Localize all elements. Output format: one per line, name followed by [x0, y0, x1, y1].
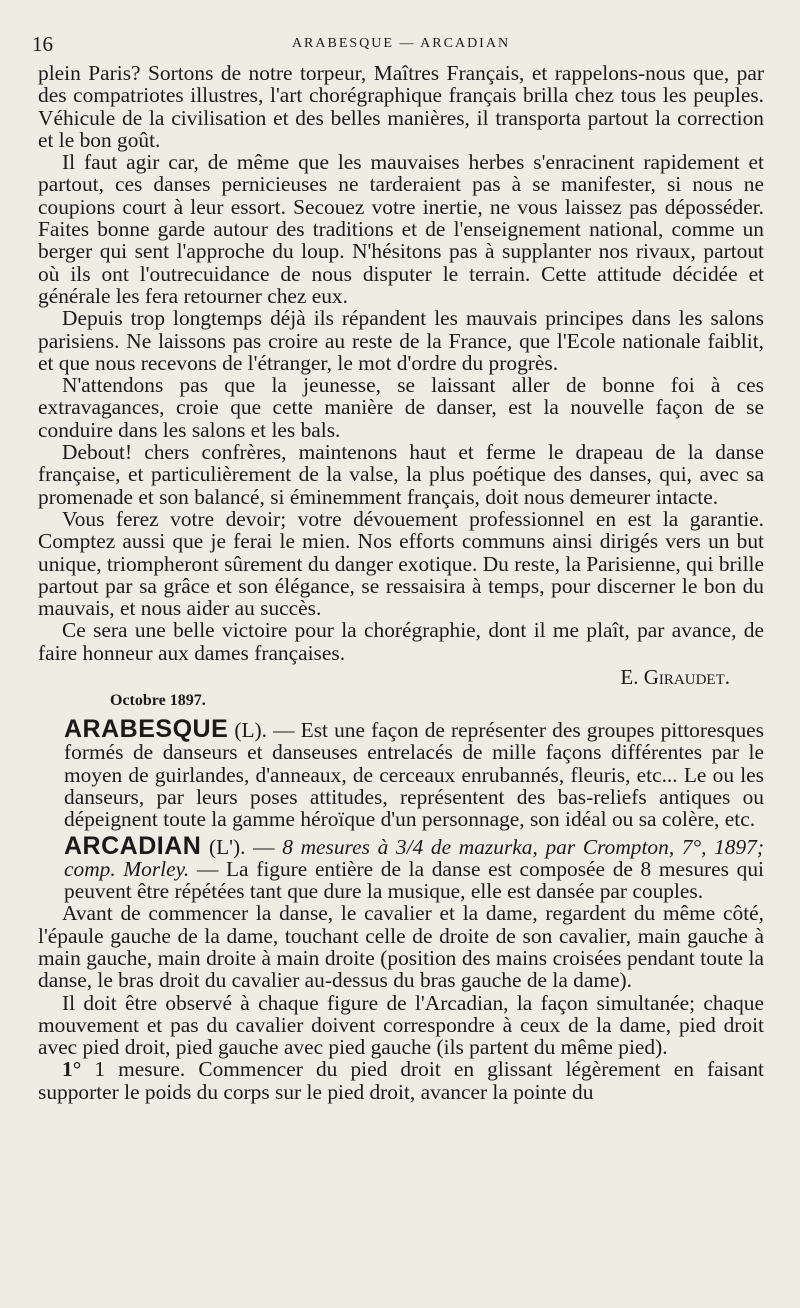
paragraph: N'attendons pas que la jeunesse, se laissant aller de bonne foi à ces extravagances, croie que cette manière de danser, est la nouvelle façon de se conduire dans les salons et les bals.: [38, 373, 764, 442]
entry-text: Est une façon de représenter des groupes pittoresques formés de danseurs et danseuses entrelacés de mille façons différentes par le moyen de guirlandes, d'anneaux, de cerceaux enrubannés, fleuris, etc... Le ou les danseurs, par leurs poses attitudes, représentent des bas-reliefs antiques ou dépeignent toute la gamme héroïque d'un personnage, son idéal ou sa colère, etc.: [64, 718, 764, 832]
entry-headword: ARCADIAN: [64, 831, 202, 860]
entry-headword: ARABESQUE: [64, 715, 229, 744]
paragraph: plein Paris? Sortons de notre torpeur, Maîtres Français, et rappelons-nous que, par des compatriotes illustres, l'art chorégraphique français brilla chez tous les peuples. Véhicule de la civilisation et des belles manières, il transporta partout la correction et le bon goût.: [38, 61, 764, 152]
paragraph: Vous ferez votre devoir; votre dévouement professionnel en est la garantie. Comptez aussi que je ferai le mien. Nos efforts communs ainsi dirigés vers un but unique, triompheront sûrement du danger exotique. Du reste, la Parisienne, qui brille partout par sa grâce et son élégance, se ressaisira à temps, pour discerner le bon du mauvais, et nous aider au succès.: [38, 506, 764, 621]
entry-gender: (L). —: [228, 718, 301, 743]
paragraph: Avant de commencer la danse, le cavalier et la dame, regardent du même côté, l'épaule gauche de la dame, touchant celle de droite de son cavalier, main gauche à main gauche, main droite à main droite (position des mains croisées pendant toute la danse, le bras droit du cavalier au-dessus du bras gauche de la dame).: [38, 901, 764, 993]
paragraph: Il doit être observé à chaque figure de l'Arcadian, la façon simultanée; chaque mouvement et pas du cavalier doivent correspondre à ceux de la dame, pied droit avec pied droit, pied gauche avec pied gauche (ils partent du même pied).: [38, 990, 764, 1060]
paragraph: Ce sera une belle victoire pour la chorégraphie, dont il me plaît, par avance, de faire honneur aux dames françaises.: [38, 618, 764, 665]
entry-arabesque: [38, 715, 764, 832]
paragraph: Debout! chers confrères, maintenons haut et ferme le drapeau de la danse française, et particulièrement de la valse, la plus poétique des danses, qui, avec sa promenade et son balancé, si éminemment français, doit nous demeurer intacte.: [38, 440, 764, 509]
page-number: 16: [32, 32, 53, 56]
entry-text: — La figure entière de la danse est composée de 8 mesures qui peuvent être répétées tant que dure la musique, elle est dansée par couples.: [64, 856, 764, 904]
step-paragraph: [38, 1058, 764, 1103]
signature-name: Giraudet.: [643, 665, 730, 690]
signature-initial: E.: [620, 665, 644, 690]
step-number: 1°: [62, 1057, 82, 1082]
running-title: ARABESQUE — ARCADIAN: [291, 36, 511, 51]
paragraph: Il faut agir car, de même que les mauvaises herbes s'enracinent rapidement et partout, ces danses pernicieuses ne tarderaient pas à se manifester, si nous ne coupions court à leur essort. Secouez votre inertie, ne vous laissez pas déposséder. Faites bonne garde autour des traditions et de l'enseignement national, comme un berger qui sent l'approche du loup. N'hésitons pas à supplanter nos rivaux, partout où ils ont l'outrecuidance de nous disputer le terrain. Cette attitude décidée et générale les fera retourner chez eux.: [38, 150, 764, 308]
page-body: [38, 62, 764, 1103]
letter-date: Octobre 1897.: [110, 692, 206, 710]
entry-arcadian: [38, 831, 764, 904]
signature: [38, 664, 764, 690]
paragraph: Depuis trop longtemps déjà ils répandent les mauvais principes dans les salons parisiens. Ne laissons pas croire au reste de la France, que l'Ecole nationale faiblit, et que nous recevons de l'étranger, le mot d'ordre du progrès.: [38, 306, 764, 375]
entry-source: 8 mesures à 3/4 de mazurka, par Crompton, 7°, 1897; comp. Morley.: [64, 834, 764, 881]
entry-gender: (L'). —: [201, 834, 283, 859]
page-header: [32, 28, 764, 62]
step-text: 1 mesure. Commencer du pied droit en glissant légèrement en faisant supporter le poids du corps sur le pied droit, avancer la pointe du: [38, 1057, 764, 1104]
